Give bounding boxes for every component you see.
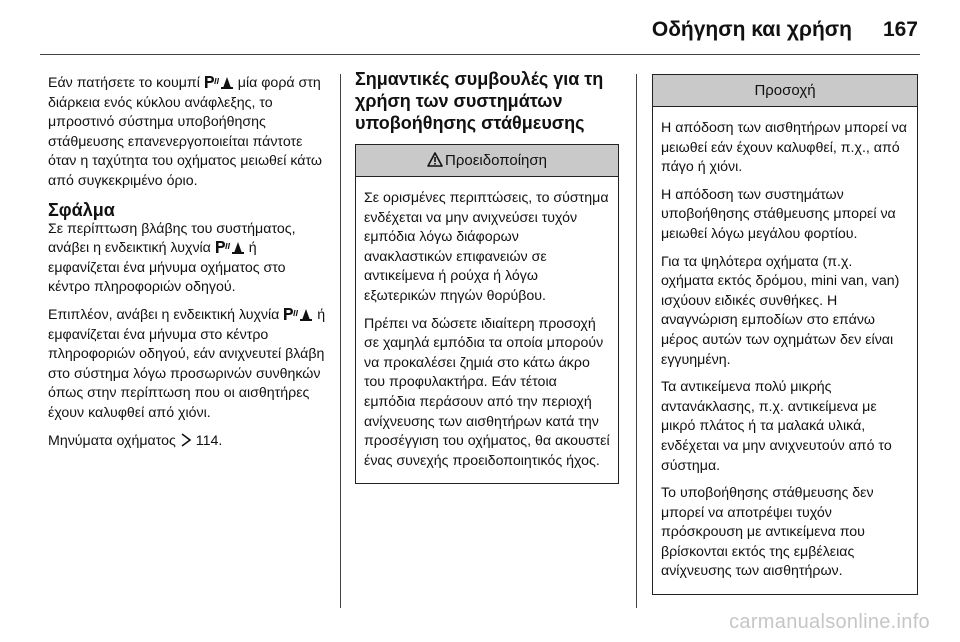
page-reference-link[interactable]: 114. [195, 432, 223, 449]
caution-box [652, 74, 918, 595]
page-title: Οδήγηση και χρήση [651, 18, 852, 41]
warning-triangle-icon [427, 152, 443, 167]
warning-box-title: Προειδοποίηση [445, 152, 547, 169]
warning-paragraph-2: Πρέπει να δώσετε ιδιαίτερη προσοχή σε χαμηλά εμπόδια τα οποία μπορούν να προκαλέσει ζημιά στο κάτω άκρο του προφυλακτήρα. Εάν τέτοια εμπόδια περάσουν από την περιοχή ανίχνευσης των αισθητήρων κατά την προσέγγιση του οχήματος, θα ακουστεί ένας συνεχής προειδοποιητικός ήχος. [364, 315, 610, 469]
header-divider [40, 54, 920, 55]
warning-box-header [356, 145, 618, 177]
column-divider-1 [340, 74, 341, 608]
page-number: 167 [882, 18, 918, 41]
paragraph-additional: Επιπλέον, ανάβει η ενδεικτική λυχνία ή εμφανίζεται ένα μήνυμα στο κέντρο πληροφοριών οδηγού, εάν ανιχνευτεί βλάβη στο σύστημα λόγω προσωρινών συνθηκών όπως στην περίπτωση που οι αισθητήρες έχουν καλυφθεί από χιόνι. [48, 306, 326, 421]
caution-paragraph-2: Η απόδοση των συστημάτων υποβοήθησης στάθμευσης μπορεί να μειωθεί λόγω μεγάλου φορτίου. [661, 186, 896, 242]
warning-paragraph-1: Σε ορισμένες περιπτώσεις, το σύστημα ενδέχεται να μην ανιχνεύσει τυχόν εμπόδια λόγω διάφορων ανακλαστικών επιφανειών σε αντικείμενα ή ρούχα ή λόγω εξωτερικών πηγών θορύβου. [364, 190, 609, 304]
caution-box-header [653, 75, 917, 107]
caution-paragraph-1: Η απόδοση των αισθητήρων μπορεί να μειωθεί εάν έχουν καλυφθεί, π.χ., από πάγο ή χιόνι. [661, 120, 907, 176]
column-divider-2 [636, 74, 637, 608]
warning-box-body [356, 177, 618, 483]
paragraph-button-note: Εάν πατήσετε το κουμπί μία φορά στη διάρκεια ενός κύκλου ανάφλεξης, το μπροστινό σύστημα υποβοήθησης στάθμευσης επανενεργοποιείται πάντοτε όταν η ταχύτητα του οχήματος μειωθεί κάτω από συγκεκριμένο όριο. [48, 75, 322, 189]
heading-important-tips: Σημαντικές συμβουλές για τη χρήση των συστημάτων υποβοήθησης στάθμευσης [355, 69, 604, 133]
caution-box-body [653, 107, 917, 594]
warning-box [355, 144, 619, 484]
caution-paragraph-5: Το υποβοήθησης στάθμευσης δεν μπορεί να αποτρέψει τυχόν πρόσκρουση με αντικείμενα που βρίσκονται εκτός της εμβέλειας ανίχνευσης των αισθητήρων. [661, 485, 874, 580]
caution-paragraph-4: Τα αντικείμενα πολύ μικρής αντανάκλασης, π.χ. αντικείμενα με μικρό πλάτος ή τα μαλακά υλικά, ενδέχεται να μην ανιχνευτούν από το σύστημα. [661, 379, 892, 474]
caution-paragraph-3: Για τα ψηλότερα οχήματα (π.χ. οχήματα εκτός δρόμου, mini van, van) ισχύουν ειδικές συνθήκες. Η αναγνώριση εμποδίων στο επάνω μέρος αυτών των οχημάτων δεν είναι εγγυημένη. [661, 253, 900, 368]
page-header [0, 0, 960, 56]
column-1 [48, 74, 326, 459]
paragraph-fault: Σε περίπτωση βλάβης του συστήματος, ανάβει η ενδεικτική λυχνία ή εμφανίζεται ένα μήνυμα οχήματος στο κέντρο πληροφοριών οδηγού. [48, 220, 296, 296]
watermark: carmanualsonline.info [729, 611, 930, 633]
parking-sensor-icon [283, 307, 313, 321]
heading-fault: Σφάλμα [48, 199, 115, 220]
column-2 [355, 69, 619, 484]
reference-arrow-icon [180, 433, 192, 447]
caution-box-title: Προσοχή [754, 82, 816, 99]
paragraph-reference: Μηνύματα οχήματος 114. [48, 432, 223, 449]
column-3 [652, 74, 918, 595]
parking-sensor-icon [215, 240, 245, 254]
parking-sensor-icon [204, 75, 234, 89]
